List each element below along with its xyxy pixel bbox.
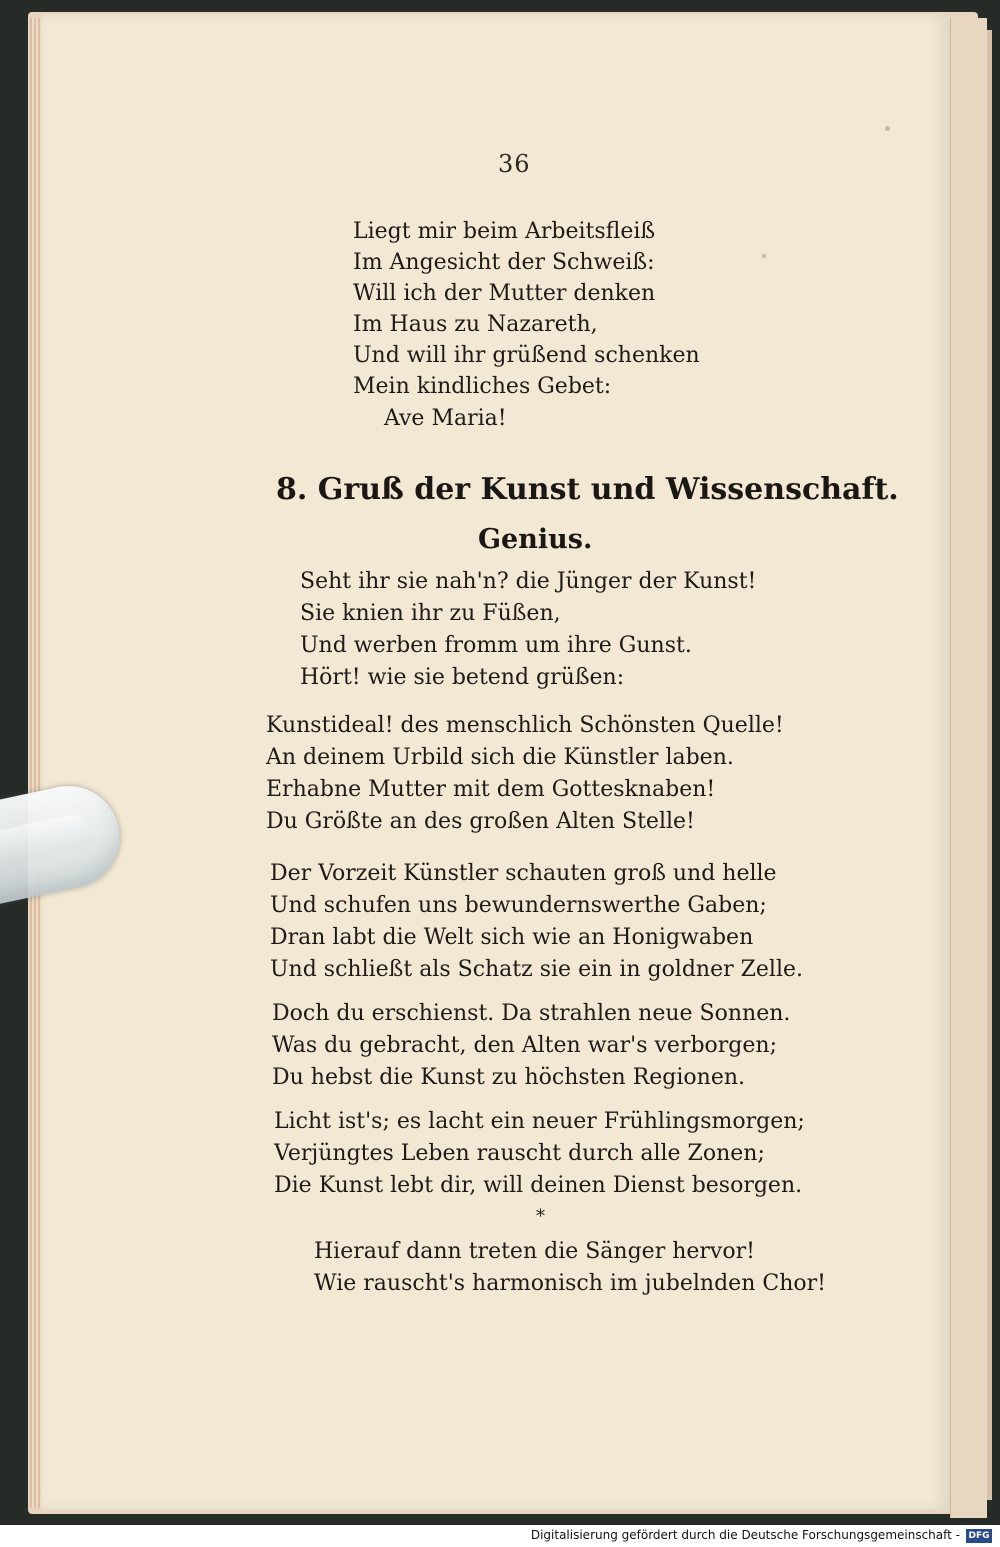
speaker-heading: Genius. bbox=[478, 524, 593, 555]
verse-line: Seht ihr sie nah'n? die Jünger der Kunst! bbox=[300, 569, 757, 594]
verse-line: Sie knien ihr zu Füßen, bbox=[300, 601, 561, 626]
verse-line: An deinem Urbild sich die Künstler laben. bbox=[266, 745, 734, 770]
verse-line: Im Haus zu Nazareth, bbox=[353, 312, 598, 337]
verse-line: Was du gebracht, den Alten war's verborgen; bbox=[272, 1033, 777, 1058]
verse-line: Will ich der Mutter denken bbox=[353, 281, 656, 306]
footer-bar bbox=[0, 1525, 1000, 1547]
section-heading: 8. Gruß der Kunst und Wissenschaft. bbox=[276, 472, 899, 507]
verse-line: Wie rauscht's harmonisch im jubelnden Chor! bbox=[314, 1271, 826, 1296]
verse-line: Und schließt als Schatz sie ein in goldner Zelle. bbox=[270, 957, 804, 982]
verse-line: Verjüngtes Leben rauscht durch alle Zonen; bbox=[274, 1141, 765, 1166]
verse-line: Und schufen uns bewundernswerthe Gaben; bbox=[270, 893, 767, 918]
verse-line: Kunstideal! des menschlich Schönsten Quelle! bbox=[266, 713, 784, 738]
paper-blemish bbox=[762, 254, 766, 258]
verse-line: Du Größte an des großen Alten Stelle! bbox=[266, 809, 695, 834]
verse-line: Ave Maria! bbox=[384, 406, 507, 431]
funding-notice: Digitalisierung gefördert durch die Deutsche Forschungsgemeinschaft - bbox=[530, 1528, 960, 1542]
facing-page bbox=[950, 18, 987, 1518]
verse-line: Im Angesicht der Schweiß: bbox=[353, 250, 655, 275]
verse-line: Du hebst die Kunst zu höchsten Regionen. bbox=[272, 1065, 746, 1090]
section-separator: * bbox=[536, 1206, 545, 1227]
verse-line: Liegt mir beim Arbeitsfleiß bbox=[353, 219, 656, 244]
paper-blemish bbox=[885, 126, 890, 131]
verse-line: Hört! wie sie betend grüßen: bbox=[300, 665, 625, 690]
verse-line: Mein kindliches Gebet: bbox=[353, 374, 612, 399]
verse-line: Doch du erschienst. Da strahlen neue Sonnen. bbox=[272, 1001, 791, 1026]
page-number: 36 bbox=[498, 150, 531, 178]
verse-line: Der Vorzeit Künstler schauten groß und helle bbox=[270, 861, 777, 886]
verse-line: Hierauf dann treten die Sänger hervor! bbox=[314, 1239, 755, 1264]
verse-line: Und will ihr grüßend schenken bbox=[353, 343, 700, 368]
page-clip-highlight bbox=[0, 812, 92, 864]
verse-line: Die Kunst lebt dir, will deinen Dienst besorgen. bbox=[274, 1173, 803, 1198]
verse-line: Licht ist's; es lacht ein neuer Frühlingsmorgen; bbox=[274, 1109, 805, 1134]
verse-line: Dran labt die Welt sich wie an Honigwaben bbox=[270, 925, 754, 950]
verse-line: Erhabne Mutter mit dem Gottesknaben! bbox=[266, 777, 716, 802]
dfg-logo: DFG bbox=[966, 1529, 992, 1543]
verse-line: Und werben fromm um ihre Gunst. bbox=[300, 633, 692, 658]
